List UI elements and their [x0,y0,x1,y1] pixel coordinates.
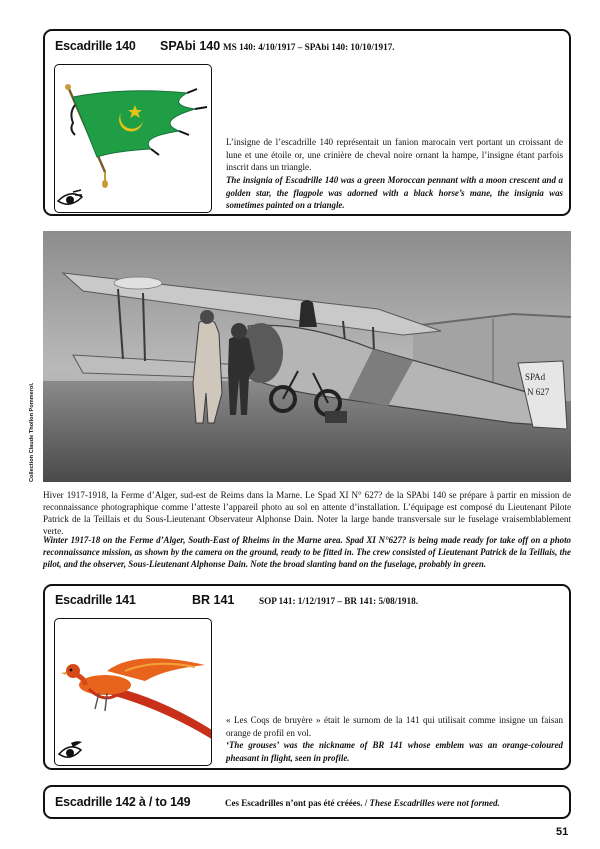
page-number: 51 [556,826,569,838]
insignia-description-en: ‘The grouses’ was the nickname of BR 141 whose emblem was an orange-coloured pheasant in flight, seen in profile. [226,740,563,763]
escadrille-name: Escadrille 141 [55,593,136,607]
quill-eye-icon [57,740,83,762]
camera-on-ground [325,411,347,423]
aircraft-photo [43,231,571,482]
escadrille-name: Escadrille 140 [55,39,136,53]
photo-caption-en: Winter 1917-18 on the Ferme d’Alger, South-East of Rheims in the Marne area. Spad XI N°627? is being made ready for take off on a photo reconnaissance mission, as shown by the camera on the ground, ready to be fitted in. The crew consisted of Lieutenant Patrick de la Teillais, the pilot, and the observer, Sous-Lieutenant Alphonse Dain. Note the broad slanting band on the fuselage, probably in green. [43,535,571,569]
not-formed-note [225,798,500,808]
tail-marking: SPAd [525,372,546,382]
insignia-description-fr: L’insigne de l’escadrille 140 représentait un fanion marocain vert portant un croissant de lune et une étoile or, une crinière de cheval noire ornant la hampe, l’insigne étant parfois inscrit dans un triangle. [226,137,563,173]
escadrille-142-149-box [43,785,571,819]
not-formed-en: These Escadrilles were not formed. [369,798,500,808]
insignia-frame [54,64,212,213]
escadrille-140-box [43,29,571,216]
insignia-description-en: The insignia of Escadrille 140 was a green Moroccan pennant with a moon crescent and a golden star, the flagpole was adorned with a black horse’s mane, the insignia was sometimes painted on a triangle. [226,175,563,211]
escadrille-dates: MS 140: 4/10/1917 – SPAbi 140: 10/10/1917. [223,42,395,52]
figure-pilot [193,319,222,423]
eye-icon [57,189,83,209]
escadrille-name: Escadrille 142 à / to 149 [55,795,191,809]
spad-xi-photo [43,231,571,482]
escadrille-dates: SOP 141: 1/12/1917 – BR 141: 5/08/1918. [259,596,418,606]
not-formed-fr: Ces Escadrilles n’ont pas été créées. / [225,798,370,808]
photo-caption-fr: Hiver 1917-1918, la Ferme d’Alger, sud-est de Reims dans la Marne. Le Spad XI N° 627? de la SPAbi 140 se prépare à partir en mission de reconnaissance photographique comme l’atteste l’appareil photo au sol en attente d’installation. L’équipage est composé du Lieutenant Pilote Patrick de la Teillais et du Sous-Lieutenant Observateur Alphonse Dain. Noter la large bande transversale sur le fuselage vraisemblablement verte. [43,490,571,536]
insignia-frame [54,618,212,766]
escadrille-type: BR 141 [192,593,235,607]
photo-credit: Collection Claude Thollon Pommerol. [29,382,35,482]
escadrille-type: SPAbi 140 [160,39,221,53]
tail-number: N 627 [527,387,550,397]
escadrille-141-box [43,584,571,770]
insignia-description-fr: « Les Coqs de bruyère » était le surnom de la 141 qui utilisait comme insigne un faisan orange de profil en vol. [226,715,563,738]
